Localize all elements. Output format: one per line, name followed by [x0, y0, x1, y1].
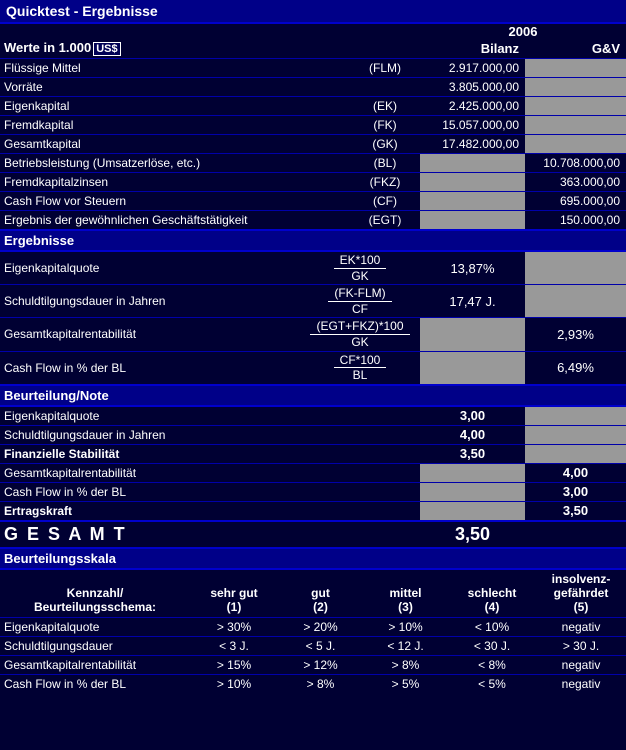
note-label: Cash Flow in % der BL	[0, 482, 420, 501]
scale-col-3	[363, 570, 448, 618]
row-bilanz: 2.425.000,00	[420, 97, 525, 116]
scale-cell: > 8%	[363, 655, 448, 674]
row-gv	[525, 97, 626, 116]
row-abbr	[350, 78, 420, 97]
scale-cell: < 8%	[448, 655, 536, 674]
note-gv: 3,00	[525, 482, 626, 501]
ratio-label: Cash Flow in % der BL	[4, 360, 127, 375]
formula-denominator: GK	[351, 334, 369, 349]
scale-col-1	[190, 570, 278, 618]
scale-col-5	[536, 570, 626, 618]
ratio-bilanz	[420, 318, 525, 351]
scale-col-5-name: insolvenz-	[551, 571, 611, 586]
note-row	[0, 407, 626, 426]
scale-row-label: Schuldtilgungsdauer	[0, 636, 190, 655]
scale-cell: negativ	[536, 617, 626, 636]
table-row	[0, 211, 626, 230]
row-gv	[525, 59, 626, 78]
formula-numerator: (FK-FLM)	[328, 287, 391, 302]
scale-cell: < 3 J.	[190, 636, 278, 655]
scale-cell: < 30 J.	[448, 636, 536, 655]
formula-numerator: EK*100	[334, 254, 387, 269]
year-header-row	[0, 24, 626, 39]
gesamt-row	[0, 522, 626, 547]
scale-header-label	[0, 570, 190, 618]
ratio-gv: 2,93%	[525, 318, 626, 351]
scale-cell: > 30 J.	[536, 636, 626, 655]
note-bilanz: 3,50	[420, 444, 525, 463]
row-abbr: (CF)	[350, 192, 420, 211]
row-gv	[525, 116, 626, 135]
table-row	[0, 78, 626, 97]
row-bilanz	[420, 154, 525, 173]
row-gv: 695.000,00	[525, 192, 626, 211]
ratio-bilanz: 13,87%	[420, 252, 525, 285]
scale-cell: < 5 J.	[278, 636, 363, 655]
scale-col-4-num: (4)	[484, 599, 500, 614]
scale-header-line1: Kennzahl/	[66, 585, 124, 600]
ratio-formula	[300, 252, 420, 285]
table-row	[0, 135, 626, 154]
table-row	[0, 173, 626, 192]
row-label: Eigenkapital	[0, 97, 350, 116]
note-row-total	[0, 444, 626, 463]
ratio-gv	[525, 285, 626, 318]
year-label: 2006	[508, 24, 538, 39]
row-gv: 363.000,00	[525, 173, 626, 192]
row-label: Flüssige Mittel	[0, 59, 350, 78]
ratio-label: Gesamtkapitalrentabilität	[0, 318, 300, 351]
row-abbr: (EK)	[350, 97, 420, 116]
page-title: Quicktest - Ergebnisse	[0, 0, 626, 22]
werte-label	[0, 39, 420, 58]
scale-cell: > 12%	[278, 655, 363, 674]
row-abbr: (FKZ)	[350, 173, 420, 192]
formula-numerator: CF*100	[334, 354, 387, 369]
ratio-row	[0, 318, 626, 351]
ratio-label: Schuldtilgungsdauer in Jahren	[0, 285, 300, 318]
table-row	[0, 59, 626, 78]
row-label: Betriebsleistung (Umsatzerlöse, etc.)	[0, 154, 350, 173]
col-header-bilanz: Bilanz	[480, 40, 519, 56]
column-header-row	[0, 39, 626, 58]
note-bilanz	[420, 463, 525, 482]
ratio-row	[0, 252, 626, 285]
ratio-label: Eigenkapitalquote	[0, 252, 300, 285]
row-bilanz	[420, 192, 525, 211]
scale-row	[0, 674, 626, 693]
row-abbr: (EGT)	[368, 213, 402, 227]
scale-col-2-num: (2)	[313, 599, 328, 614]
row-bilanz	[420, 211, 525, 230]
table-row	[0, 192, 626, 211]
scale-cell: > 15%	[190, 655, 278, 674]
table-row	[0, 97, 626, 116]
row-bilanz: 17.482.000,00	[420, 135, 525, 154]
scale-cell: > 30%	[190, 617, 278, 636]
currency-badge: US$	[93, 42, 120, 56]
note-row-total	[0, 501, 626, 520]
scale-row	[0, 636, 626, 655]
ratio-formula	[300, 285, 420, 318]
ratio-bilanz: 17,47 J.	[420, 285, 525, 318]
ratio-row	[0, 285, 626, 318]
scale-header-line2: Beurteilungsschema:	[33, 599, 157, 614]
formula-numerator: (EGT+FKZ)*100	[310, 320, 409, 335]
note-bilanz: 4,00	[420, 425, 525, 444]
scale-table	[0, 570, 626, 693]
ratio-gv	[525, 252, 626, 285]
row-gv	[525, 135, 626, 154]
scale-col-2-name: gut	[311, 585, 330, 600]
scale-row-label: Gesamtkapitalrentabilität	[0, 655, 190, 674]
note-gv: 3,50	[562, 503, 589, 519]
scale-header-row	[0, 570, 626, 618]
note-label: Schuldtilgungsdauer in Jahren	[0, 425, 420, 444]
note-label: Ertragskraft	[4, 503, 73, 518]
formula-denominator: BL	[352, 368, 368, 383]
scale-row-label: Eigenkapitalquote	[0, 617, 190, 636]
row-bilanz: 15.057.000,00	[420, 116, 525, 135]
scale-cell: > 10%	[216, 676, 252, 691]
row-label: Ergebnis der gewöhnlichen Geschäftstätigkeit	[4, 213, 248, 227]
scale-cell: negativ	[561, 676, 601, 691]
section-heading-beurteilung: Beurteilung/Note	[0, 386, 626, 405]
values-table	[0, 24, 626, 229]
note-gv: 4,00	[525, 463, 626, 482]
scale-col-5-name2: gefährdet	[553, 585, 609, 600]
ratio-bilanz	[420, 351, 525, 384]
scale-cell: < 10%	[448, 617, 536, 636]
note-label: Gesamtkapitalrentabilität	[0, 463, 420, 482]
row-abbr: (FLM)	[350, 59, 420, 78]
scale-col-4-name: schlecht	[467, 585, 517, 600]
scale-col-1-num: (1)	[226, 599, 242, 614]
col-header-gv: G&V	[591, 40, 621, 56]
scale-cell: < 5%	[478, 676, 506, 691]
row-label: Cash Flow vor Steuern	[0, 192, 350, 211]
note-row	[0, 482, 626, 501]
section-heading-skala: Beurteilungsskala	[0, 549, 626, 568]
note-bilanz	[420, 482, 525, 501]
scale-cell: > 8%	[306, 676, 335, 691]
ergebnisse-table	[0, 252, 626, 384]
row-bilanz: 3.805.000,00	[420, 78, 525, 97]
gesamt-label: G E S A M T	[4, 523, 127, 544]
formula-denominator: CF	[352, 301, 368, 316]
note-row	[0, 463, 626, 482]
scale-cell: > 20%	[278, 617, 363, 636]
scale-cell: > 10%	[363, 617, 448, 636]
table-row	[0, 154, 626, 173]
table-row	[0, 116, 626, 135]
beurteilung-table	[0, 407, 626, 520]
scale-cell: negativ	[536, 655, 626, 674]
scale-row	[0, 617, 626, 636]
row-label: Fremdkapital	[0, 116, 350, 135]
row-label: Vorräte	[0, 78, 350, 97]
ratio-row	[0, 351, 626, 384]
scale-cell: < 12 J.	[363, 636, 448, 655]
note-row	[0, 425, 626, 444]
scale-col-2	[278, 570, 363, 618]
row-gv	[525, 78, 626, 97]
scale-col-4	[448, 570, 536, 618]
scale-cell: > 5%	[391, 676, 420, 691]
formula-denominator: GK	[351, 268, 369, 283]
row-abbr: (BL)	[350, 154, 420, 173]
row-bilanz	[420, 173, 525, 192]
row-label: Fremdkapitalzinsen	[0, 173, 350, 192]
scale-row-label: Cash Flow in % der BL	[4, 676, 127, 691]
gesamt-value: 3,50	[454, 523, 491, 544]
row-abbr: (GK)	[350, 135, 420, 154]
row-bilanz: 2.917.000,00	[420, 59, 525, 78]
note-label: Finanzielle Stabilität	[0, 444, 420, 463]
werte-text: Werte in 1.000	[4, 40, 92, 55]
scale-col-3-name: mittel	[389, 585, 422, 600]
note-gv	[525, 407, 626, 426]
row-label: Gesamtkapital	[0, 135, 350, 154]
ratio-formula	[300, 351, 420, 384]
ratio-gv: 6,49%	[557, 360, 594, 376]
note-label: Eigenkapitalquote	[0, 407, 420, 426]
row-gv: 10.708.000,00	[525, 154, 626, 173]
note-bilanz: 3,00	[420, 407, 525, 426]
scale-col-5-num: (5)	[573, 599, 589, 614]
section-heading-ergebnisse: Ergebnisse	[0, 231, 626, 250]
scale-row	[0, 655, 626, 674]
note-gv	[525, 444, 626, 463]
note-gv	[525, 425, 626, 444]
scale-col-1-name: sehr gut	[210, 585, 258, 600]
ratio-formula	[300, 318, 420, 351]
row-gv: 150.000,00	[559, 213, 621, 227]
note-bilanz	[420, 501, 525, 520]
scale-col-3-num: (3)	[398, 599, 413, 614]
row-abbr: (FK)	[350, 116, 420, 135]
